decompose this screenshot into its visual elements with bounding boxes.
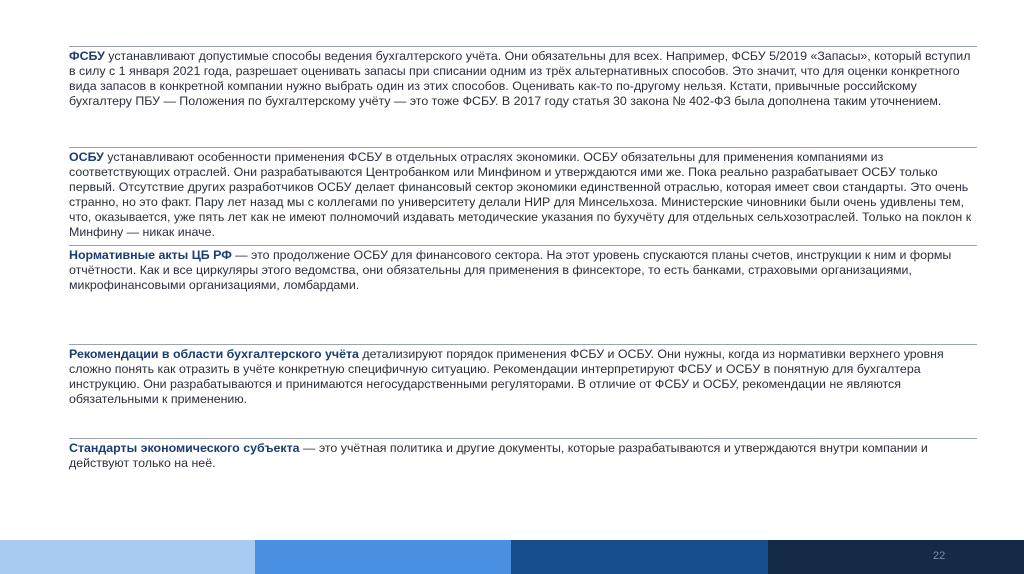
desc-osbu: устанавливают особенности применения ФСБУ в отдельных отраслях экономики. ОСБУ обязательны для применения компаниями из соответствующих отраслей. Они разрабатываются Центробанком или Минфином и утверждаются ими же. Пока реально разрабатывает ОСБУ только первый. Отсутствие других разработчиков ОСБУ делает финансовый сектор экономики единственной отраслью, которая имеет свои стандарты. Это очень странно, но это факт. Пару лет назад мы с коллегами по университету делали НИР для Минсельхоза. Министерские чиновники были очень удивлены тем, что, оказывается, уже пять лет как не имеют полномочий издавать методические указания по бухучёту для отдельных сельхозотраслей. Только на поклон к Минфину — никак иначе. (69, 150, 972, 239)
desc-entity-standards: — это учётная политика и другие документы, которые разрабатываются и утверждаются внутри компании и действуют только на неё. (69, 441, 928, 470)
term-cb-acts: Нормативные акты ЦБ РФ (69, 248, 232, 262)
page-number: 22 (933, 550, 946, 562)
text-block-cb-acts (69, 245, 977, 293)
footer-segment-dark-blue (511, 540, 768, 574)
term-recommendations: Рекомендации в области бухгалтерского учёта (69, 347, 359, 361)
term-fsbu: ФСБУ (69, 49, 105, 63)
desc-fsbu: устанавливают допустимые способы ведения бухгалтерского учёта. Они обязательны для всех. Например, ФСБУ 5/2019 «Запасы», который вступил в силу с 1 января 2021 года, разрешает оценивать запасы при списании одним из трёх альтернативных способов. Это значит, что для оценки конкретного вида запасов в конкретной компании нужно выбрать один из этих способов. Оценивать как-то по-другому нельзя. Кстати, привычные российскому бухгалтеру ПБУ — Положения по бухгалтерскому учёту — это тоже ФСБУ. В 2017 году статья 30 закона № 402-ФЗ была дополнена таким уточнением. (69, 49, 971, 108)
footer-segment-light (0, 540, 255, 574)
text-block-entity-standards (69, 438, 977, 471)
footer-segment-blue (255, 540, 511, 574)
text-block-fsbu (69, 46, 977, 109)
footer-bar (0, 540, 1024, 574)
term-entity-standards: Стандарты экономического субъекта (69, 441, 300, 455)
term-osbu: ОСБУ (69, 150, 104, 164)
footer-segment-navy (768, 540, 1024, 574)
text-block-osbu (69, 147, 977, 240)
desc-cb-acts: — это продолжение ОСБУ для финансового сектора. На этот уровень спускаются планы счетов, инструкции к ним и формы отчётности. Как и все циркуляры этого ведомства, они обязательны для применения в финсекторе, то есть банками, страховыми организациями, микрофинансовыми организациями, ломбардами. (69, 248, 952, 292)
desc-recommendations: детализируют порядок применения ФСБУ и ОСБУ. Они нужны, когда из нормативки верхнего уровня сложно понять как отразить в учёте конкретную специфичную ситуацию. Рекомендации интерпретируют ФСБУ и ОСБУ в понятную для бухгалтера инструкцию. Они разрабатываются и принимаются негосударственными регуляторами. В отличие от ФСБУ и ОСБУ, рекомендации не являются обязательными к применению. (69, 347, 944, 406)
text-block-recommendations (69, 344, 977, 407)
